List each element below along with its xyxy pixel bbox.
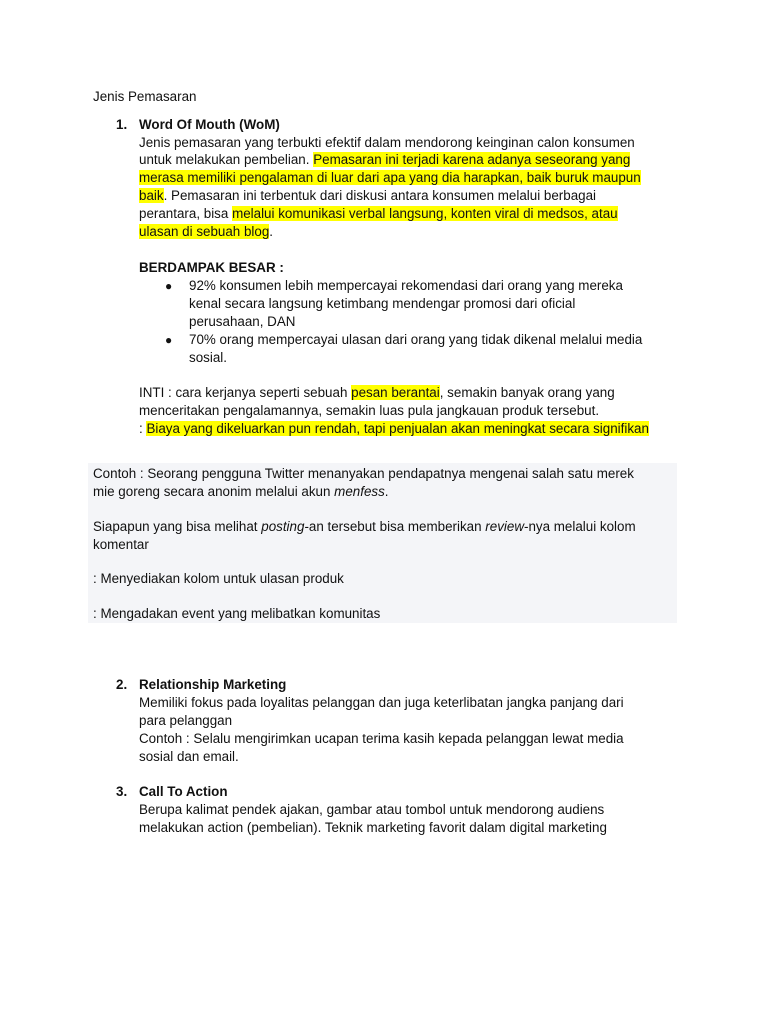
highlighted-text: ulasan di sebuah blog (139, 224, 270, 239)
example-line: : Mengadakan event yang melibatkan komunitas (93, 606, 381, 621)
bullet-line: sosial. (189, 350, 227, 365)
bullet-line: kenal secara langsung ketimbang mendengar promosi dari oficial (189, 296, 576, 311)
section-heading-wom: Word Of Mouth (WoM) (139, 117, 280, 132)
inti-line: menceritakan pengalamannya, semakin luas pula jangkauan produk tersebut. (139, 403, 600, 418)
document-title: Jenis Pemasaran (93, 89, 197, 104)
wom-paragraph-line: untuk melakukan pembelian. Pemasaran ini terjadi karena adanya seseorang yang (139, 152, 631, 167)
relationship-line: sosial dan email. (139, 749, 239, 764)
section-number-2: 2. (116, 677, 128, 692)
section-heading-cta: Call To Action (139, 784, 228, 799)
inti-line: : Biaya yang dikeluarkan pun rendah, tapi penjualan akan meningkat secara signifikan (139, 421, 649, 436)
section-heading-relationship: Relationship Marketing (139, 677, 287, 692)
bullet-line: 70% orang mempercayai ulasan dari orang yang tidak dikenal melalui media (189, 332, 643, 347)
wom-paragraph-line: ulasan di sebuah blog. (139, 224, 274, 239)
wom-paragraph-line: Jenis pemasaran yang terbukti efektif dalam mendorong keinginan calon konsumen (139, 135, 635, 150)
highlighted-text: Pemasaran ini terjadi karena adanya seseorang yang (313, 152, 631, 167)
bullet-dot-icon: ● (165, 279, 173, 293)
bullet-line: 92% konsumen lebih mempercayai rekomendasi dari orang yang mereka (189, 278, 623, 293)
highlighted-text: Biaya yang dikeluarkan pun rendah, tapi penjualan akan meningkat secara signifikan (146, 421, 649, 436)
cta-line: melakukan action (pembelian). Teknik marketing favorit dalam digital marketing (139, 820, 607, 835)
example-line: komentar (93, 537, 149, 552)
wom-paragraph-line: perantara, bisa melalui komunikasi verbal langsung, konten viral di medsos, atau (139, 206, 618, 221)
example-line: Siapapun yang bisa melihat posting-an tersebut bisa memberikan review-nya melalui kolom (93, 519, 636, 534)
relationship-line: para pelanggan (139, 713, 233, 728)
highlighted-text: melalui komunikasi verbal langsung, konten viral di medsos, atau (232, 206, 618, 221)
relationship-line: Memiliki fokus pada loyalitas pelanggan dan juga keterlibatan jangka panjang dari (139, 695, 624, 710)
relationship-line: Contoh : Selalu mengirimkan ucapan terima kasih kepada pelanggan lewat media (139, 731, 624, 746)
wom-paragraph-line: baik. Pemasaran ini terbentuk dari diskusi antara konsumen melalui berbagai (139, 188, 597, 203)
section-number-1: 1. (116, 117, 128, 132)
highlighted-text: baik (139, 188, 164, 203)
cta-line: Berupa kalimat pendek ajakan, gambar atau tombol untuk mendorong audiens (139, 802, 605, 817)
highlighted-text: pesan berantai (351, 385, 440, 400)
highlighted-text: merasa memiliki pengalaman di luar dari apa yang dia harapkan, baik buruk maupun (139, 170, 641, 185)
example-line: : Menyediakan kolom untuk ulasan produk (93, 571, 344, 586)
example-line: mie goreng secara anonim melalui akun menfess. (93, 484, 389, 499)
section-number-3: 3. (116, 784, 128, 799)
bullet-line: perusahaan, DAN (189, 314, 296, 329)
inti-line: INTI : cara kerjanya seperti sebuah pesan berantai, semakin banyak orang yang (139, 385, 615, 400)
bullet-dot-icon: ● (165, 333, 173, 347)
impact-heading: BERDAMPAK BESAR : (139, 260, 284, 275)
example-line: Contoh : Seorang pengguna Twitter menanyakan pendapatnya mengenai salah satu merek (93, 466, 634, 481)
wom-paragraph-line (139, 169, 641, 187)
